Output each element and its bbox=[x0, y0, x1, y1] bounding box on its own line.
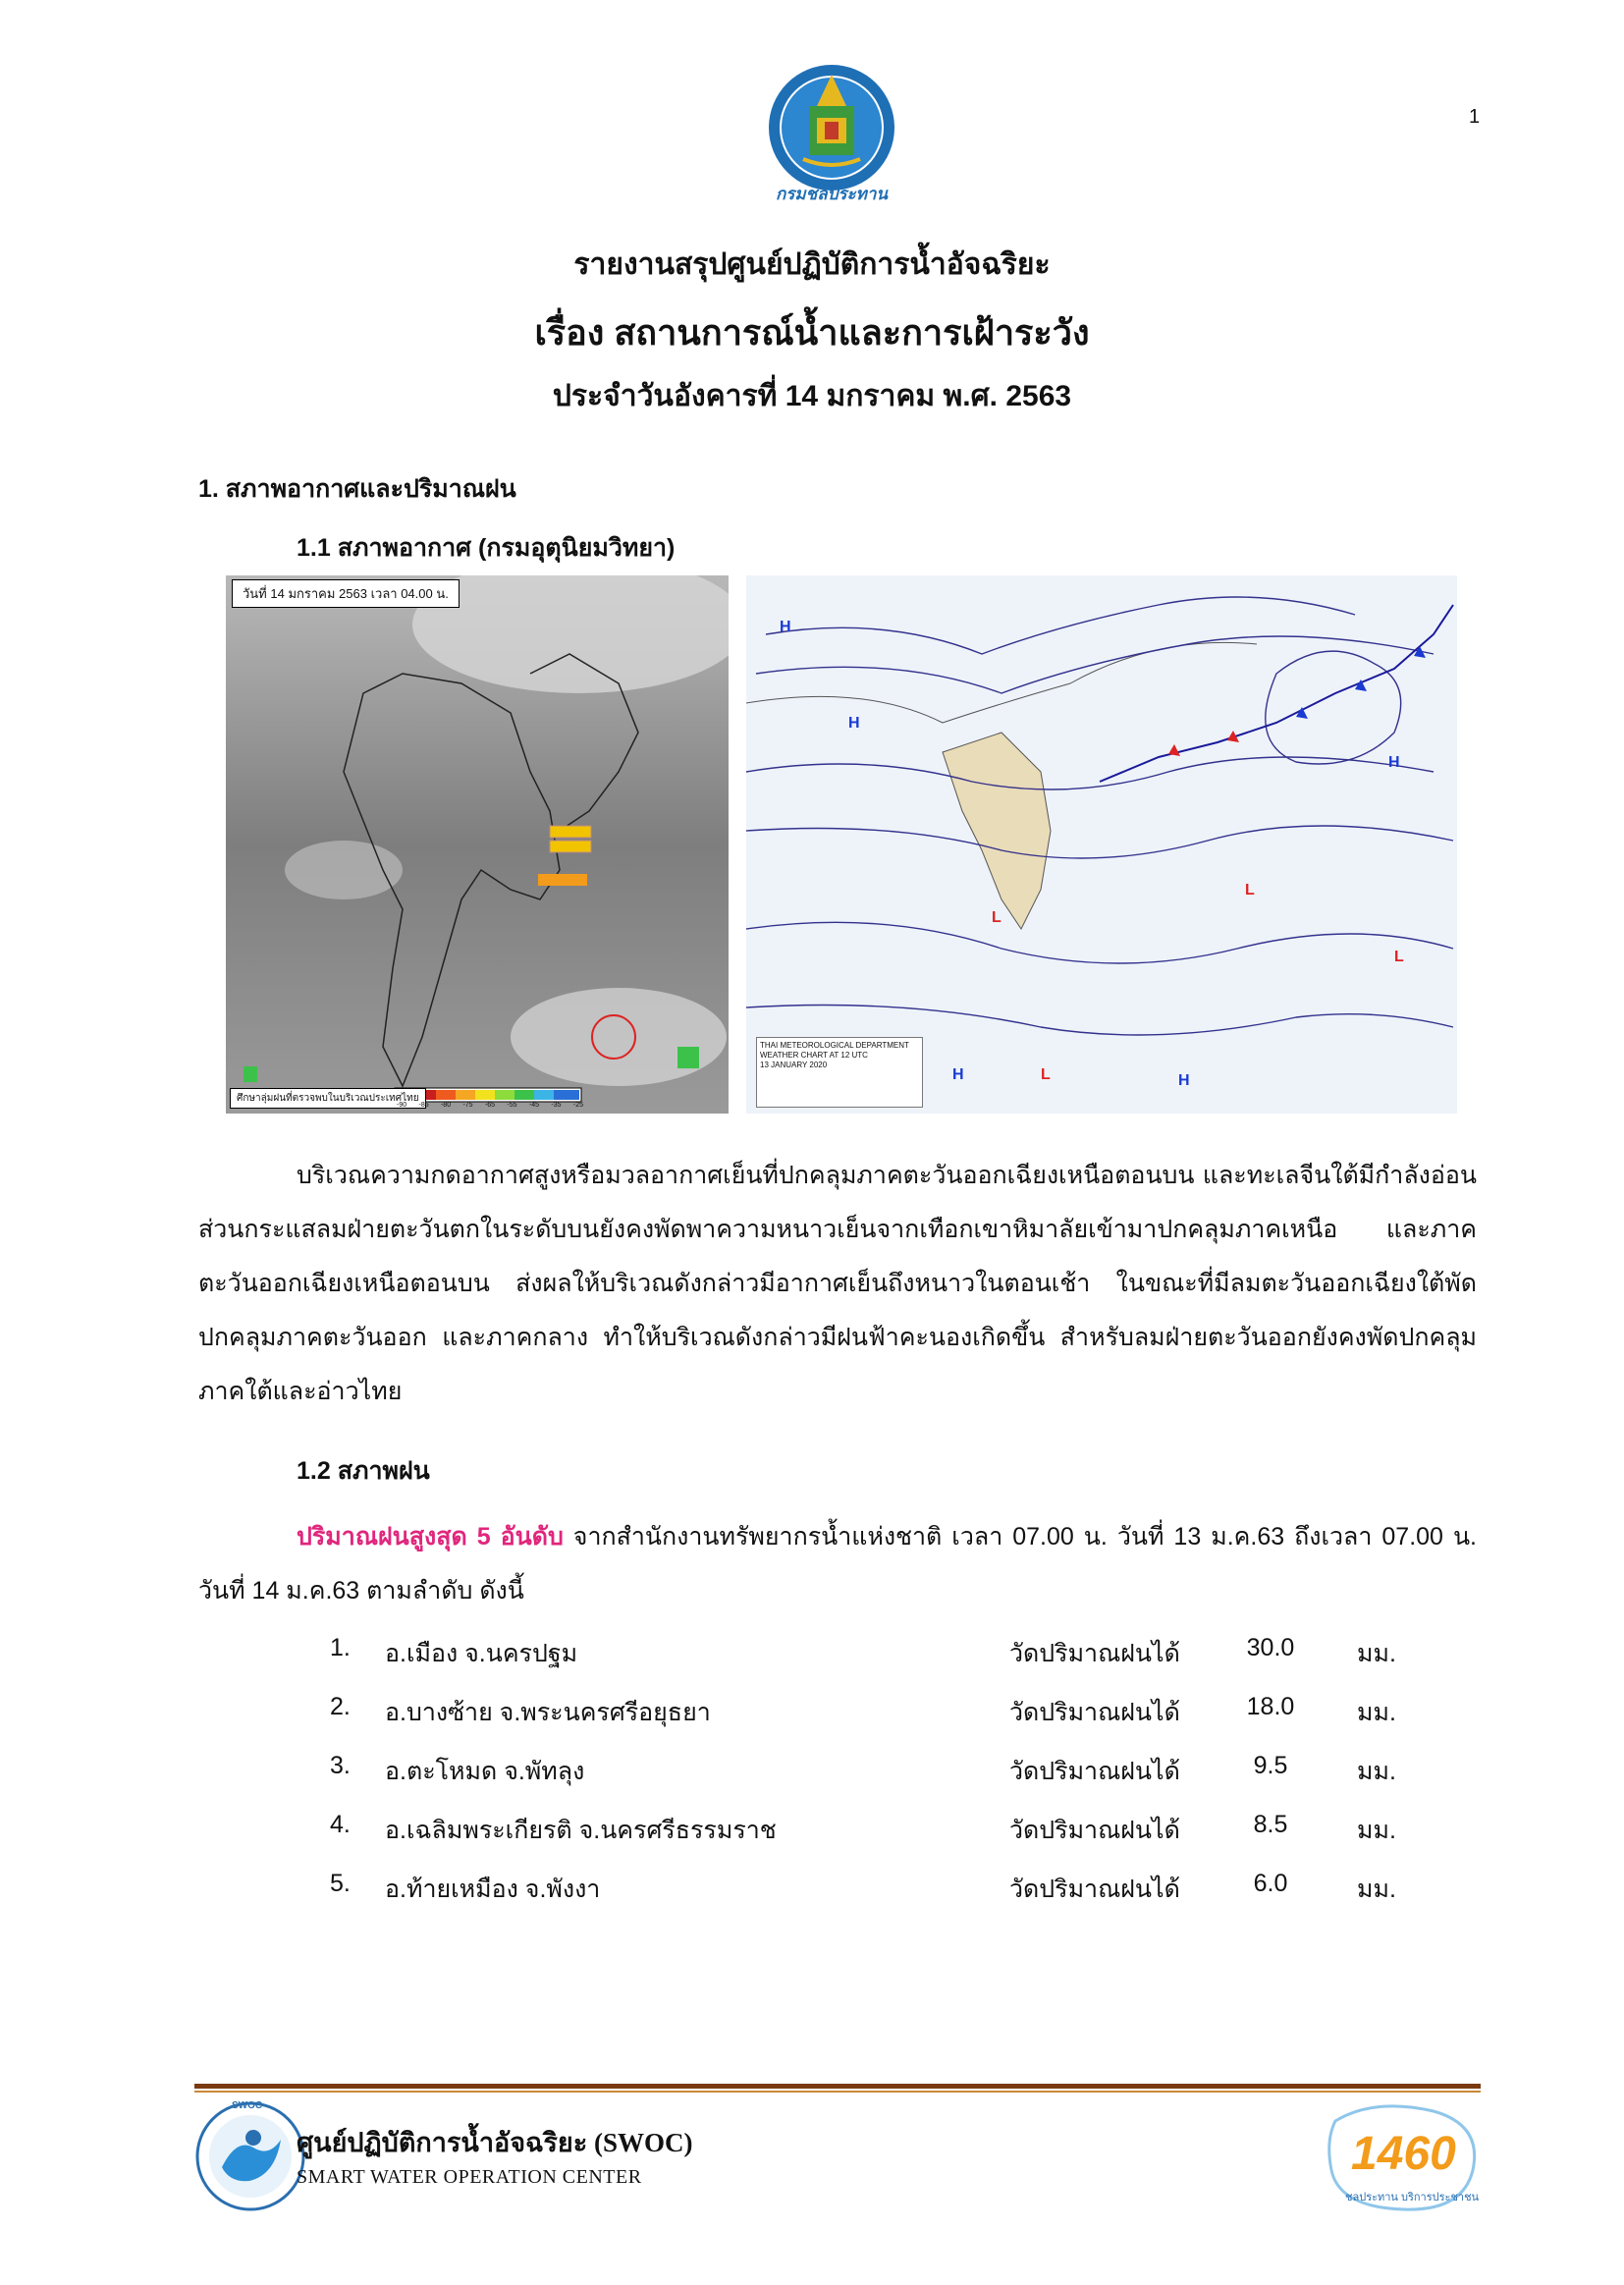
rank-value: 8.5 bbox=[1253, 1811, 1288, 1838]
hotline-caption: ชลประทาน บริการประชาชน bbox=[1345, 2192, 1480, 2203]
rank-value: 9.5 bbox=[1253, 1752, 1288, 1779]
rank-value: 30.0 bbox=[1246, 1634, 1295, 1661]
pressure-label-high: H bbox=[1388, 754, 1400, 771]
rank-location: อ.เฉลิมพระเกียรติ จ.นครศรีธรรมราช bbox=[385, 1817, 777, 1844]
scale-tick: -45 bbox=[528, 1102, 540, 1109]
chart-caption-line: WEATHER CHART AT 12 UTC bbox=[760, 1051, 868, 1060]
page-number: 1 bbox=[1469, 106, 1481, 128]
scale-tick: -80 bbox=[440, 1102, 452, 1109]
scale-tick: -85 bbox=[418, 1102, 429, 1109]
weather-chart-image bbox=[746, 575, 1457, 1114]
rank-value: 18.0 bbox=[1246, 1693, 1295, 1720]
scale-tick: -55 bbox=[507, 1102, 517, 1109]
section-1-heading: 1. สภาพอากาศและปริมาณฝน bbox=[198, 475, 516, 503]
rain-intro-paragraph bbox=[198, 1510, 1477, 1618]
report-subject: เรื่อง สถานการณ์น้ำและการเฝ้าระวัง bbox=[534, 312, 1090, 353]
scale-tick: -90 bbox=[397, 1102, 407, 1109]
rank-number: 1. bbox=[330, 1634, 351, 1661]
scale-tick: -75 bbox=[462, 1102, 473, 1109]
rain-rank-row bbox=[0, 1693, 1624, 1747]
pressure-label-low: L bbox=[1245, 882, 1255, 898]
satellite-legend-text: ศึกษาลุ่มฝนที่ตรวจพบในบริเวณประเทศไทย bbox=[230, 1088, 426, 1109]
pressure-label-low: L bbox=[1041, 1066, 1051, 1083]
pressure-label-low: L bbox=[992, 909, 1001, 926]
rank-label: วัดปริมาณฝนได้ bbox=[1009, 1817, 1180, 1844]
pressure-label-high: H bbox=[848, 715, 860, 732]
rank-number: 4. bbox=[330, 1811, 351, 1838]
rank-number: 5. bbox=[330, 1870, 351, 1897]
rank-location: อ.ท้ายเหมือง จ.พังงา bbox=[385, 1876, 601, 1903]
rank-location: อ.ตะโหมด จ.พัทลุง bbox=[385, 1758, 585, 1785]
rain-rank-row bbox=[0, 1752, 1624, 1806]
chart-caption-line: 13 JANUARY 2020 bbox=[760, 1061, 828, 1069]
report-title: รายงานสรุปศูนย์ปฏิบัติการน้ำอัจฉริยะ bbox=[573, 248, 1051, 281]
pressure-label-high: H bbox=[1178, 1072, 1190, 1089]
rank-unit: มม. bbox=[1357, 1640, 1396, 1667]
rank-unit: มม. bbox=[1357, 1699, 1396, 1726]
rain-highlight: ปริมาณฝนสูงสุด 5 อันดับ bbox=[297, 1523, 564, 1551]
rain-intro-text: จากสำนักงานทรัพยากรน้ำแห่งชาติ เวลา 07.00 น. วันที่ 13 ม.ค.63 ถึงเวลา 07.00 น. วันที่ 14 ม.ค.63 ตามลำดับ ดังนี้ bbox=[198, 1523, 1477, 1605]
scale-tick: -35 bbox=[551, 1102, 562, 1109]
section-1-1-heading: 1.1 สภาพอากาศ (กรมอุตุนิยมวิทยา) bbox=[297, 534, 676, 562]
rain-rank-row bbox=[0, 1811, 1624, 1865]
weather-paragraph-text: บริเวณความกดอากาศสูงหรือมวลอากาศเย็นที่ปกคลุมภาคตะวันออกเฉียงเหนือตอนบน และทะเลจีนใต้มีกำลังอ่อน ส่วนกระแสลมฝ่ายตะวันตกในระดับบนยังคงพัดพาความหนาวเย็นจากเทือกเขาหิมาลัยเข้ามาปกคลุมภาคเหนือ และภาคตะวันออกเฉียงเหนือตอนบน ส่งผลให้บริเวณดังกล่าวมีอากาศเย็นถึงหนาวในตอนเช้า ในขณะที่มีลมตะวันออกเฉียงใต้พัดปกคลุมภาคตะวันออก และภาคกลาง ทำให้บริเวณดังกล่าวมีฝนฟ้าคะนองเกิดขึ้น สำหรับลมฝ่ายตะวันออกยังคงพัดปกคลุมภาคใต้และอ่าวไทย bbox=[198, 1162, 1477, 1405]
rid-logo-text: กรมชลประทาน bbox=[775, 185, 888, 203]
footer-divider bbox=[194, 2084, 1481, 2089]
footer-divider-thin bbox=[194, 2091, 1481, 2093]
scale-tick: -25 bbox=[572, 1102, 583, 1109]
rank-value: 6.0 bbox=[1253, 1870, 1288, 1897]
satellite-timestamp: วันที่ 14 มกราคม 2563 เวลา 04.00 น. bbox=[232, 579, 460, 608]
swoc-logo bbox=[192, 2098, 308, 2214]
satellite-image bbox=[226, 575, 729, 1114]
rank-label: วัดปริมาณฝนได้ bbox=[1009, 1640, 1180, 1667]
footer-title: ศูนย์ปฏิบัติการน้ำอัจฉริยะ (SWOC) bbox=[297, 2128, 693, 2157]
hotline-number: 1460 bbox=[1351, 2128, 1456, 2180]
rank-label: วัดปริมาณฝนได้ bbox=[1009, 1876, 1180, 1903]
rank-unit: มม. bbox=[1357, 1758, 1396, 1785]
weather-chart-caption bbox=[756, 1037, 923, 1108]
pressure-label-high: H bbox=[780, 619, 791, 635]
swoc-ring-text: SWOC bbox=[232, 2100, 263, 2111]
weather-paragraph bbox=[198, 1149, 1477, 1419]
rank-location: อ.เมือง จ.นครปฐม bbox=[385, 1640, 578, 1667]
rid-logo bbox=[754, 61, 909, 206]
section-1-2-heading: 1.2 สภาพฝน bbox=[297, 1457, 430, 1485]
rain-rank-row bbox=[0, 1870, 1624, 1924]
rain-rank-row bbox=[0, 1634, 1624, 1688]
chart-caption-line: THAI METEOROLOGICAL DEPARTMENT bbox=[760, 1041, 909, 1050]
report-date: ประจำวันอังคารที่ 14 มกราคม พ.ศ. 2563 bbox=[552, 380, 1072, 412]
pressure-label-high: H bbox=[952, 1066, 964, 1083]
footer-subtitle: SMART WATER OPERATION CENTER bbox=[297, 2166, 642, 2188]
rank-number: 2. bbox=[330, 1693, 351, 1720]
rank-location: อ.บางซ้าย จ.พระนครศรีอยุธยา bbox=[385, 1699, 711, 1726]
satellite-scale bbox=[397, 1102, 583, 1109]
scale-tick: -65 bbox=[484, 1102, 496, 1109]
hotline-logo bbox=[1316, 2101, 1490, 2217]
rank-label: วัดปริมาณฝนได้ bbox=[1009, 1699, 1180, 1726]
pressure-label-low: L bbox=[1394, 949, 1404, 965]
rank-unit: มม. bbox=[1357, 1817, 1396, 1844]
rank-label: วัดปริมาณฝนได้ bbox=[1009, 1758, 1180, 1785]
rank-number: 3. bbox=[330, 1752, 351, 1779]
rank-unit: มม. bbox=[1357, 1876, 1396, 1903]
